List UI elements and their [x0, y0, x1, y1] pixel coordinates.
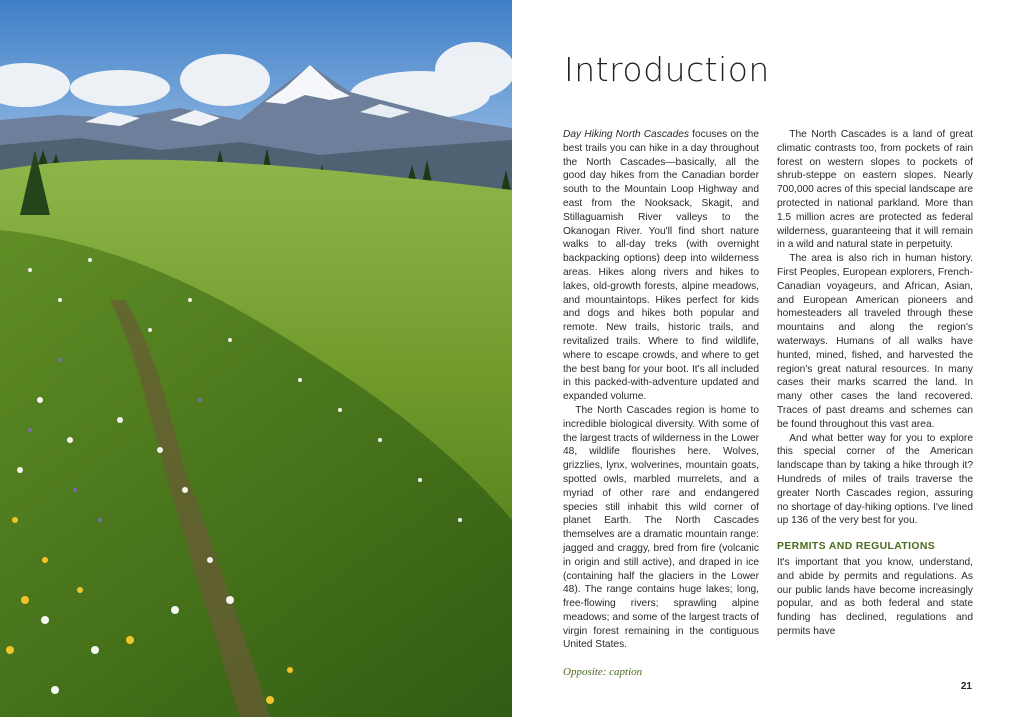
text-page: [512, 0, 1024, 717]
paragraph: The North Cascades region is home to incredible biological diversity. With some of the largest tracts of wilderness in the Lower 48, wildlife flourishes here. Wolves, grizzlies, lynx, wolverines, mountain goats, spotted owls, marbled murrelets, and a myriad of other rare and endangered species still inhabit this wild corner of planet Earth. The North Cascades themselves are a dramatic mountain range: jagged and craggy, bred from fire (volcanic in origin and still active), and draped in ice (containing half the glaciers in the Lower 48). The range contains huge lakes; long, free-flowing rivers; sprawling alpine meadows; and some of the largest tracts of virgin forest remaining in the contiguous United States.: [563, 404, 759, 651]
book-title-italic: Day Hiking North Cascades: [563, 129, 690, 140]
paragraph-text: focuses on the best trails you can hike in a day throughout the North Cascades—basically, all the good day hikes from the Canadian border south to the Mountain Loop Highway and east from the Nooksack, Skagit, and Stillaguamish River valleys to the Okanogan River. You'll find short nature walks to all-day treks (with overnight backpacking options) deep into wilderness areas. Hikes along rivers and hikes to lakes, old-growth forests, alpine meadows, and mountaintops. Hikes perfect for kids and dogs and hikes both popular and remote. New trails, historic trails, and revitalized trails. Where to find wildlife, where to escape crowds, and where to get the best bang for your boot. It's all included in this packed-with-adventure updated and expanded volume.: [563, 129, 759, 403]
paragraph: And what better way for you to explore this special corner of the American landscape than by taking a hike through it? Hundreds of miles of trails traverse the greater North Cascades region, assuring no shortage of day-hiking options. I've lined up 136 of the very best for you.: [777, 432, 973, 527]
paragraph: It's important that you know, understand, and abide by permits and regulations. As our public lands have become increasingly popular, and as both federal and state funding has declined, regulations and permits have: [777, 556, 973, 637]
page-title: Introduction: [564, 50, 770, 89]
text-column-right: [777, 128, 973, 639]
paragraph: The North Cascades is a land of great climatic contrasts too, from pockets of rain forest on western slopes to pockets of shrub-steppe on eastern slopes. Nearly 700,000 acres of this special landscape are protected in national parkland. More than 1.5 million acres are protected as federal wilderness, guaranteeing that it will remain in a wild and natural state in perpetuity.: [777, 129, 973, 251]
paragraph: [563, 128, 759, 404]
photo-caption: Opposite: caption: [563, 666, 643, 678]
section-heading-permits: PERMITS AND REGULATIONS: [777, 541, 936, 553]
text-column-left: [563, 128, 759, 652]
paragraph: The area is also rich in human history. First Peoples, European explorers, French-Canadian voyageurs, and African, Asian, and European American pioneers and homesteaders all traveled through these mountains and along the region's waterways. Humans of all walks have hunted, mined, fished, and harvested the region's great natural resources. In many cases their marks scarred the land. In many other cases the land recovered. Traces of past dreams and schemes can be found throughout this vast area.: [777, 253, 973, 430]
page-number: 21: [960, 681, 972, 692]
